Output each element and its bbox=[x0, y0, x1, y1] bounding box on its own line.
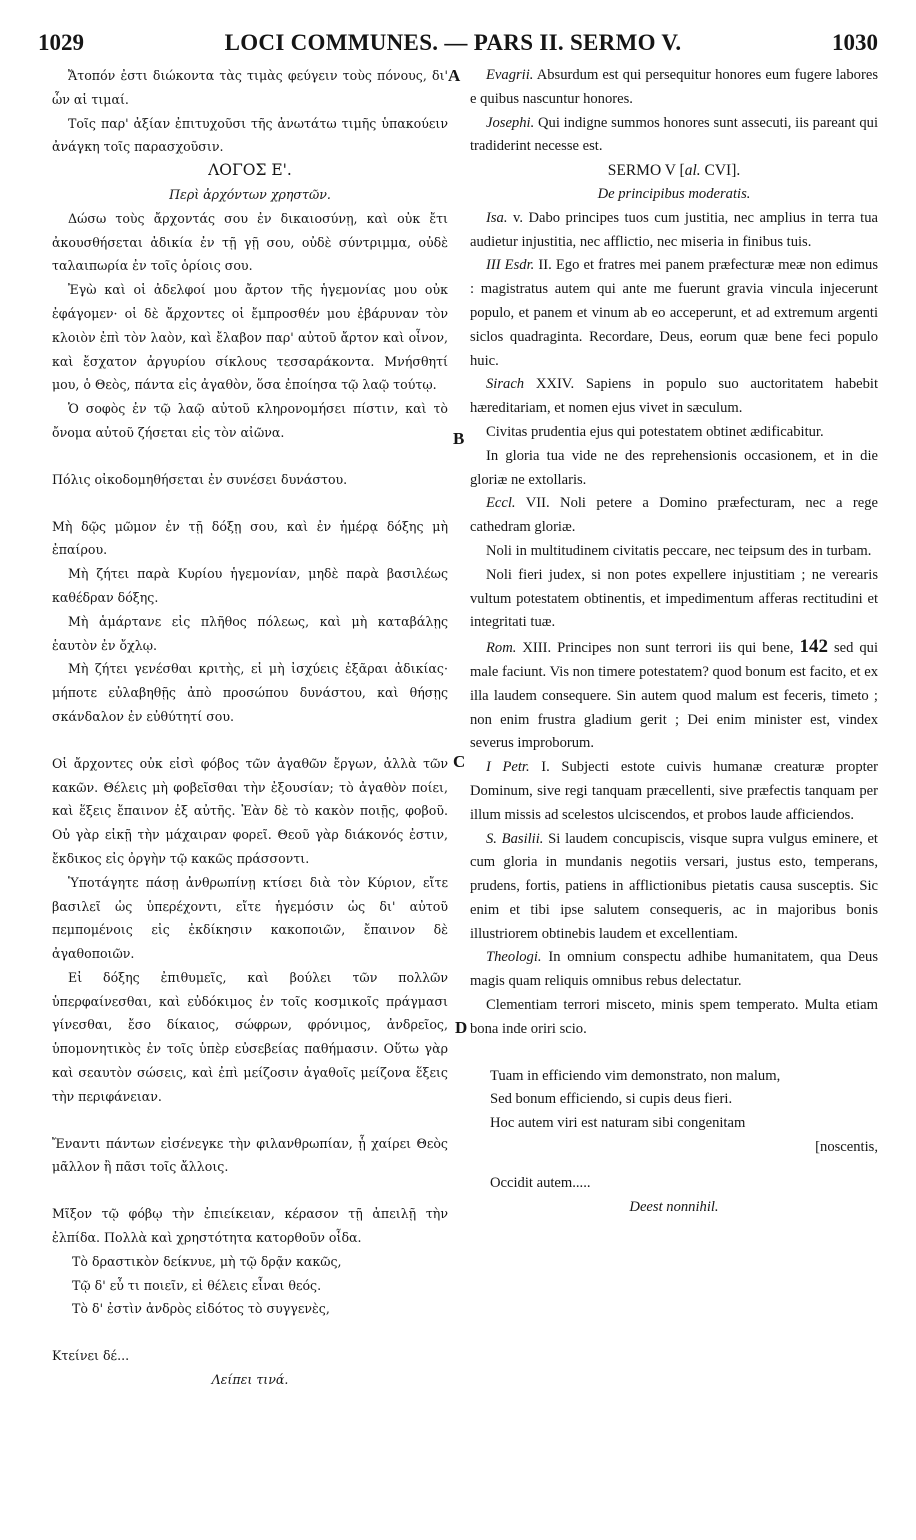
latin-text: sed qui male faciunt. Vis non timere potestatem? quod bonum est facito, et ex illa laudem consequere. Sin autem quod malum est feceris, timeto ; non enim frustra gladium gerit ; Dei enim minister est, vindex severus improborum. bbox=[470, 640, 878, 752]
latin-paragraph bbox=[470, 946, 878, 994]
latin-verse-line: Occidit autem..... bbox=[490, 1174, 591, 1191]
latin-paragraph bbox=[470, 373, 878, 421]
page-number-right: 1030 bbox=[832, 30, 878, 55]
greek-paragraph: Μὴ δῷς μῶμον ἐν τῇ δόξῃ σου, καὶ ἐν ἡμέρᾳ δόξης μὴ ἐπαίρου. bbox=[52, 518, 448, 558]
latin-text: II. Ego et fratres mei panem præfecturæ meæ non edimus : magistratus autem qui ante me fuerunt gravia vincula injecerunt populo, et panem et vinum ab eo acceperunt, et ad extremum argenti siclos quadraginta. Recordare, Deus, eorum quæ bene feci populo huic. bbox=[470, 257, 878, 369]
latin-sermo-subtitle: De principibus moderatis. bbox=[597, 185, 751, 202]
greek-paragraph: Δώσω τοὺς ἄρχοντάς σου ἐν δικαιοσύνῃ, καὶ οὐκ ἔτι ἀκουσθήσεται ἀδικία ἐν τῇ γῇ σου, οὐδὲ σύντριμμα, οὐδὲ ταλαιπωρία ἐν τοῖς ὁρίοις σου. bbox=[52, 210, 448, 274]
latin-text: Absurdum est qui persequitur honores eum fugere labores e quibus nascuntur honores. bbox=[470, 67, 878, 107]
greek-paragraph: Μὴ ἁμάρτανε εἰς πλῆθος πόλεως, καὶ μὴ καταβάλῃς ἑαυτὸν ἐν ὄχλῳ. bbox=[52, 613, 448, 653]
latin-text: v. Dabo principes tuos cum justitia, nec amplius in terra tua audietur injustitia, nec afflictio, nec miseria in finibus tuis. bbox=[470, 209, 878, 250]
latin-text: XIII. Principes non sunt terrori iis qui bene, bbox=[522, 640, 794, 657]
greek-verse-line: Τῷ δ' εὖ τι ποιεῖν, εἰ θέλεις εἶναι θεός. bbox=[72, 1277, 322, 1293]
section-marker-a: A bbox=[448, 66, 461, 85]
column-number: 142 bbox=[799, 636, 828, 658]
greek-paragraph: Μὴ ζήτει γενέσθαι κριτὴς, εἰ μὴ ἰσχύεις ἐξᾶραι ἀδικίας· μήποτε εὐλαβηθῇς ἀπὸ προσώπου δυνάστου, καὶ θήσῃς σκάνδαλον ἐν εὐθύτητί σου. bbox=[52, 661, 448, 724]
latin-verse-line: Tuam in efficiendo vim demonstrato, non malum, bbox=[490, 1067, 781, 1084]
latin-verse-line: Hoc autem viri est naturam sibi congenitam bbox=[490, 1115, 746, 1132]
latin-verse-line: [noscentis, bbox=[815, 1139, 878, 1156]
latin-paragraph: Clementiam terrori misceto, minis spem temperato. Multa etiam bona inde oriri scio. bbox=[470, 997, 878, 1037]
greek-paragraph: Ἔναντι πάντων εἰσένεγκε τὴν φιλανθρωπίαν, ᾗ χαίρει Θεὸς μᾶλλον ἢ πᾶσι τοῖς ἄλλοις. bbox=[52, 1135, 448, 1175]
greek-verse-line: Τὸ δραστικὸν δείκνυε, μὴ τῷ δρᾷν κακῶς, bbox=[72, 1253, 342, 1269]
page-number-left: 1029 bbox=[38, 30, 84, 55]
latin-column bbox=[470, 64, 878, 1219]
greek-verse-line: Κτείνει δέ... bbox=[52, 1348, 130, 1364]
latin-paragraph: In gloria tua vide ne des reprehensionis occasionem, et in die gloriæ ne extollaris. bbox=[470, 447, 878, 488]
greek-column bbox=[52, 64, 448, 1392]
latin-paragraph bbox=[470, 492, 878, 540]
latin-sermo-title bbox=[470, 159, 878, 183]
greek-paragraph: Πόλις οἰκοδομηθήσεται ἐν συνέσει δυνάστου. bbox=[52, 471, 348, 487]
greek-paragraph: Οἱ ἄρχοντες οὐκ εἰσὶ φόβος τῶν ἀγαθῶν ἔργων, ἀλλὰ τῶν κακῶν. Θέλεις μὴ φοβεῖσθαι τὴν ἐξουσίαν; τὸ ἀγαθὸν ποίει, καὶ ἕξεις ἔπαινον ἐξ αὐτῆς. Ἐὰν δὲ τὸ κακὸν ποιῇς, φοβοῦ. Οὐ γὰρ εἰκῇ τὴν μάχαιραν φορεῖ. Θεοῦ γὰρ διάκονός ἐστιν, ἔκδικος εἰς ὀργὴν τῷ κακῶς πράσσοντι. bbox=[52, 755, 448, 866]
source-label: Evagrii. bbox=[486, 67, 534, 83]
source-label: Rom. bbox=[486, 640, 517, 657]
latin-paragraph bbox=[470, 64, 878, 112]
latin-paragraph bbox=[470, 828, 878, 947]
source-label: III Esdr. bbox=[486, 257, 535, 274]
latin-title-part: CVI]. bbox=[700, 162, 741, 180]
greek-paragraph: Μὴ ζήτει παρὰ Κυρίου ἡγεμονίαν, μηδὲ παρὰ βασιλέως καθέδραν δόξης. bbox=[52, 566, 448, 605]
source-label: Eccl. bbox=[486, 495, 516, 512]
latin-title-part: al. bbox=[684, 162, 701, 180]
source-label: Sirach bbox=[486, 376, 525, 393]
latin-text: I. Subjecti estote cuivis humanæ creaturæ propter Dominum, sive regi tanquam præcellenti, sive præfectis tanquam per illum missis ad scelestos ulciscendos, et probos laude afficiendos. bbox=[470, 759, 879, 823]
section-marker-c: C bbox=[453, 752, 466, 771]
latin-paragraph bbox=[470, 112, 878, 160]
greek-verse-line: Τὸ δ' ἐστὶν ἀνδρὸς εἰδότος τὸ συγγενὲς, bbox=[72, 1301, 330, 1317]
source-label: Isa. bbox=[486, 209, 508, 226]
greek-paragraph: Ἄτοπόν ἐστι διώκοντα τὰς τιμὰς φεύγειν τοὺς πόνους, δι' ὧν αἱ τιμαί. bbox=[52, 68, 448, 107]
greek-paragraph: Τοῖς παρ' ἀξίαν ἐπιτυχοῦσι τῆς ἀνωτάτω τιμῆς ὑπακούειν ἀνάγκη τοῖς παρασχοῦσιν. bbox=[52, 115, 448, 155]
latin-text: In omnium conspectu adhibe humanitatem, qua Deus magis quam reliquis omnibus rebus delectatur. bbox=[470, 949, 878, 990]
running-header bbox=[28, 30, 878, 60]
latin-paragraph: Civitas prudentia ejus qui potestatem obtinet ædificabitur. bbox=[486, 423, 824, 440]
latin-text: Qui indigne summos honores sunt assecuti, iis pareant qui tradiderint necesse est. bbox=[470, 114, 878, 155]
greek-paragraph: Ἐγὼ καὶ οἱ ἀδελφοί μου ἄρτον τῆς ἡγεμονίας μου οὐκ ἐφάγομεν· οἱ δὲ ἄρχοντες οἱ ἔμπροσθέν μου ἐβάρυναν τὸν κλοιὸν ἐπὶ τὸν λαὸν, καὶ ἔλαβον παρ' αὐτοῦ ἄρτον καὶ οἶνον, καὶ ἔσχατον ἀργυρίου σίκλους τεσσαράκοντα. Μνήσθητί μου, ὁ Θεὸς, πάντα εἰς ἀγαθὸν, ὅσα ἐποίησα τῷ λαῷ τούτῳ. bbox=[52, 282, 448, 393]
running-title: LOCI COMMUNES. — PARS II. SERMO V. bbox=[224, 30, 682, 55]
greek-paragraph: Μῖξον τῷ φόβῳ τὴν ἐπιείκειαν, κέρασον τῇ ἀπειλῇ τὴν ἐλπίδα. Πολλὰ καὶ χρηστότητα κατορθοῦν οἶδα. bbox=[52, 1206, 448, 1246]
latin-paragraph: Noli fieri judex, si non potes expellere injustitiam ; ne verearis vultum potestatem obtinentis, et impedimentum afferas rectitudini et integritati tuæ. bbox=[470, 566, 878, 631]
greek-paragraph: Ὁ σοφὸς ἐν τῷ λαῷ αὐτοῦ κληρονομήσει πίστιν, καὶ τὸ ὄνομα αὐτοῦ ζήσεται εἰς τὸν αἰῶνα. bbox=[52, 401, 448, 440]
latin-paragraph bbox=[470, 254, 878, 373]
section-marker-b: B bbox=[453, 429, 465, 448]
greek-lacuna-note: Λείπει τινά. bbox=[211, 1372, 289, 1388]
latin-paragraph bbox=[470, 207, 878, 255]
greek-paragraph: Εἰ δόξης ἐπιθυμεῖς, καὶ βούλει τῶν πολλῶν ὑπερφαίνεσθαι, καὶ εὐδόκιμος ἐν τοῖς κοσμικοῖς πράγμασι γίνεσθαι, ἔσο δίκαιος, σώφρων, φρόνιμος, ἀνδρεῖος, ὑπομονητικὸς ἐν τοῖς ὑπὲρ εὐσεβείας παθήμασιν. Οὕτω γὰρ καὶ σεαυτὸν σώσεις, καὶ ἐπὶ μείζοσιν ἀγαθοῖς μείζονα ἕξεις τὴν περιφάνειαν. bbox=[52, 969, 448, 1104]
source-label: Josephi. bbox=[486, 114, 535, 131]
section-marker-d: D bbox=[455, 1018, 468, 1037]
greek-sermo-title: ΛΟΓΟΣ Ε'. bbox=[208, 161, 292, 180]
latin-title-part: SERMO V [ bbox=[607, 162, 685, 180]
latin-paragraph bbox=[470, 635, 878, 756]
latin-paragraph: Noli in multitudinem civitatis peccare, nec teipsum des in turbam. bbox=[486, 542, 872, 559]
latin-paragraph bbox=[470, 756, 878, 827]
greek-sermo-subtitle: Περὶ ἀρχόντων χρηστῶν. bbox=[169, 186, 331, 202]
latin-lacuna-note: Deest nonnihil. bbox=[629, 1198, 719, 1215]
latin-text: VII. Noli petere a Domino præfecturam, nec a rege cathedram gloriæ. bbox=[470, 495, 878, 536]
source-label: S. Basilii. bbox=[486, 830, 544, 847]
latin-verse-line: Sed bonum efficiendo, si cupis deus fieri. bbox=[490, 1091, 733, 1108]
source-label: Theologi. bbox=[486, 949, 542, 966]
greek-paragraph: Ὑποτάγητε πάσῃ ἀνθρωπίνῃ κτίσει διὰ τὸν Κύριον, εἴτε βασιλεῖ ὡς ὑπερέχοντι, εἴτε ἡγεμόσιν ὡς δι' αὐτοῦ πεμπομένοις εἰς ἐκδίκησιν κακοποιῶν, ἔπαινον δὲ ἀγαθοποιῶν. bbox=[52, 874, 448, 962]
source-label: I Petr. bbox=[486, 759, 530, 776]
latin-text: XXIV. Sapiens in populo suo auctoritatem habebit hæreditariam, et nomen ejus vivet in sæculum. bbox=[470, 376, 878, 417]
latin-text: Si laudem concupiscis, visque supra vulgus eminere, et cum gloria in mundanis negotiis versari, justus esto, temperans, prudens, fortis, patiens in afflictionibus pietatis causa susceptis. Sic enim et tibi ipse salutem consequeris, ac in majoribus bonis illustriorem obtinebis laudem et excellentiam. bbox=[470, 830, 878, 942]
